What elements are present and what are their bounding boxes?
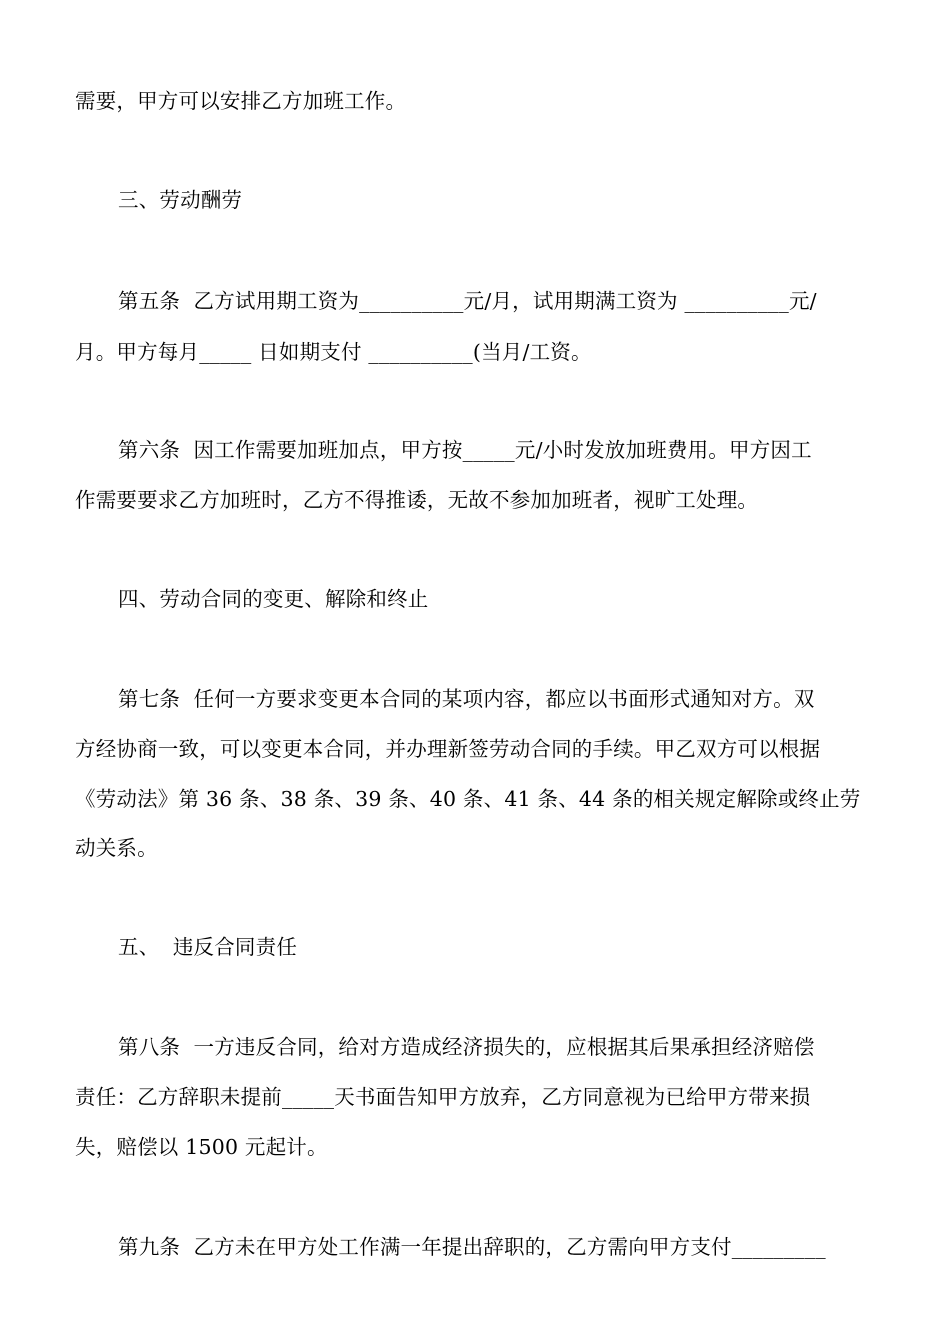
section-heading: 五、 违反合同责任 <box>118 935 298 959</box>
text-line: 第七条 任何一方要求变更本合同的某项内容，都应以书面形式通知对方。双 <box>118 687 815 711</box>
text-line: 作需要要求乙方加班时，乙方不得推诿，无故不参加加班者，视旷工处理。 <box>75 488 759 512</box>
text-line: 第五条 乙方试用期工资为__________元/月，试用期满工资为 __________元/ <box>118 289 817 313</box>
text-line: 第六条 因工作需要加班加点，甲方按_____元/小时发放加班费用。甲方因工 <box>118 438 812 462</box>
text-line: 失，赔偿以 1500 元起计。 <box>75 1135 328 1159</box>
text-line: 动关系。 <box>75 836 158 860</box>
text-line: 责任：乙方辞职未提前_____天书面告知甲方放弃，乙方同意视为已给甲方带来损 <box>75 1085 811 1109</box>
text-line: 需要，甲方可以安排乙方加班工作。 <box>75 89 407 113</box>
section-heading: 四、劳动合同的变更、解除和终止 <box>118 587 429 611</box>
text-line: 方经协商一致，可以变更本合同，并办理新签劳动合同的手续。甲乙双方可以根据 <box>75 737 821 761</box>
text-line: 月。甲方每月_____ 日如期支付 __________(当月/工资。 <box>75 340 592 364</box>
section-heading: 三、劳动酬劳 <box>118 188 243 212</box>
text-line: 第九条 乙方未在甲方处工作满一年提出辞职的，乙方需向甲方支付_________ <box>118 1235 826 1259</box>
text-line: 《劳动法》第 36 条、38 条、39 条、40 条、41 条、44 条的相关规定解除或终止劳 <box>75 787 861 811</box>
text-line: 第八条 一方违反合同，给对方造成经济损失的，应根据其后果承担经济赔偿 <box>118 1035 815 1059</box>
